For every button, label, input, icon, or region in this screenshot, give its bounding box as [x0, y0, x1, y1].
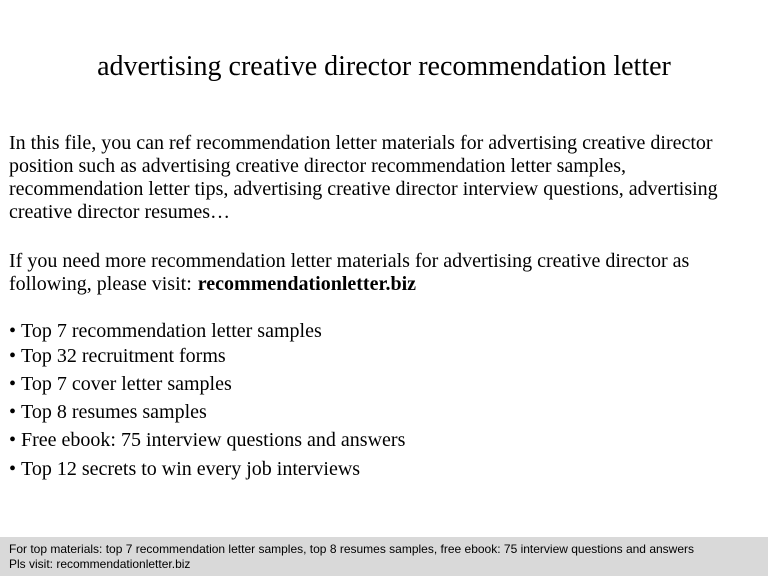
visit-paragraph [9, 250, 764, 296]
visit-text: If you need more recommendation letter materials for advertising creative director as following, please visit: [9, 250, 690, 295]
bullet-icon: • [9, 401, 17, 423]
bullet-icon: • [9, 320, 17, 342]
page-title: advertising creative director recommendation letter [97, 51, 671, 82]
list-item-text: Top 7 cover letter samples [21, 373, 232, 395]
bullet-icon: • [9, 373, 17, 395]
list-item-text: Free ebook: 75 interview questions and answers [21, 429, 406, 451]
footer-visit-text[interactable]: Pls visit: recommendationletter.biz [9, 557, 191, 571]
list-item [9, 400, 207, 424]
list-item [9, 344, 226, 368]
list-item-text: Top 32 recruitment forms [21, 345, 226, 367]
bullet-icon: • [9, 345, 17, 367]
footer-materials-text: For top materials: top 7 recommendation letter samples, top 8 resumes samples, free ebook: 75 interview questions and answers [9, 542, 695, 556]
bullet-icon: • [9, 429, 17, 451]
list-item-text: Top 7 recommendation letter samples [21, 320, 322, 342]
site-link[interactable]: recommendationletter.biz [197, 273, 417, 295]
list-item-text: Top 12 secrets to win every job interviews [21, 458, 361, 480]
bullet-icon: • [9, 458, 17, 480]
intro-paragraph: In this file, you can ref recommendation letter materials for advertising creative director position such as advertising creative director recommendation letter samples, recommendation letter tips, advertising creative director interview questions, advertising creative director resumes… [9, 132, 718, 223]
footer-bar [0, 537, 768, 576]
list-item [9, 457, 360, 481]
list-item [9, 319, 322, 343]
list-item [9, 428, 405, 452]
list-item-text: Top 8 resumes samples [21, 401, 207, 423]
list-item [9, 372, 232, 396]
